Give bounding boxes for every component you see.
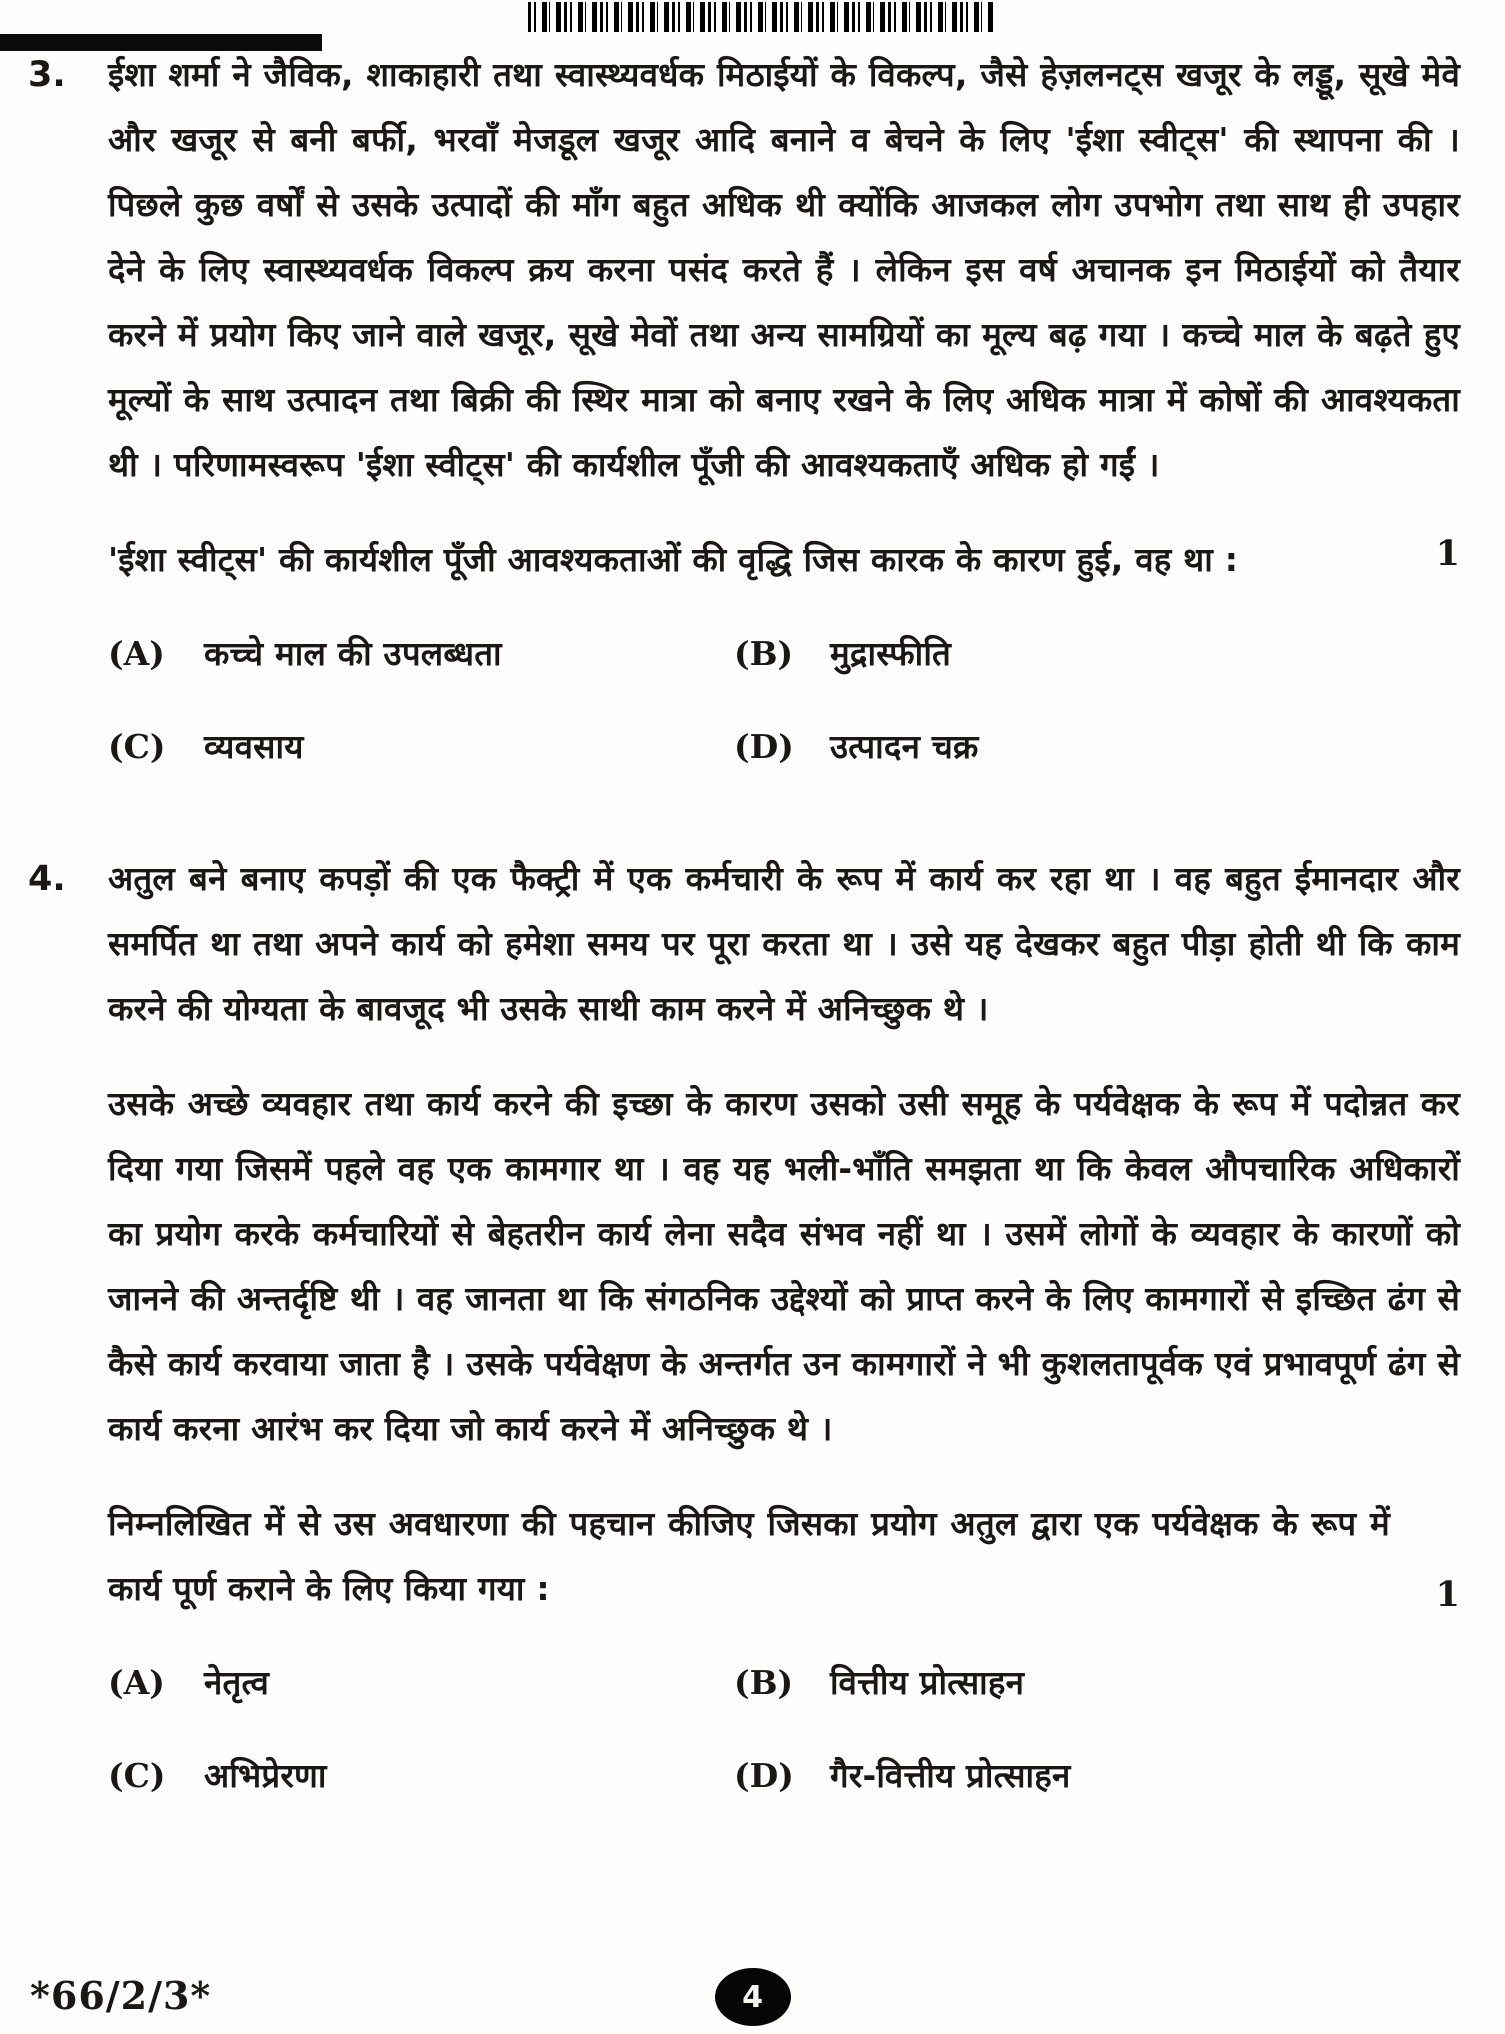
question-3-option-c	[108, 723, 734, 768]
option-text: उत्पादन चक्र	[830, 727, 979, 766]
option-text: कच्चे माल की उपलब्धता	[204, 634, 502, 673]
option-label: (B)	[734, 634, 794, 673]
question-4-stem-row	[108, 1491, 1460, 1621]
option-label: (A)	[108, 1663, 165, 1702]
question-3-option-d	[734, 723, 1460, 768]
question-3-number: 3.	[28, 55, 66, 95]
barcode	[528, 2, 993, 32]
option-label: (C)	[108, 1756, 166, 1795]
question-3	[26, 42, 1460, 768]
question-3-marks: 1	[1435, 533, 1460, 574]
question-4-body	[108, 846, 1460, 1797]
question-4-passage-2: उसके अच्छे व्यवहार तथा कार्य करने की इच्छा के कारण उसको उसी समूह के पर्यवेक्षक के रूप में पदोन्नत कर दिया गया जिसमें पहले वह एक कामगार था । वह यह भली-भाँति समझता था कि केवल औपचारिक अधिकारों का प्रयोग करके कर्मचारियों से बेहतरीन कार्य लेना सदैव संभव नहीं था । उसमें लोगों के व्यवहार के कारणों को जानने की अन्तर्दृष्टि थी । वह जानता था कि संगठनिक उद्देश्यों को प्राप्त करने के लिए कामगारों से इच्छित ढंग से कैसे कार्य करवाया जाता है । उसके पर्यवेक्षण के अन्तर्गत उन कामगारों ने भी कुशलतापूर्वक एवं प्रभावपूर्ण ढंग से कार्य करना आरंभ कर दिया जो कार्य करने में अनिच्छुक थे ।	[108, 1084, 1460, 1448]
option-label: (D)	[734, 727, 794, 766]
question-4-option-c	[108, 1752, 734, 1797]
option-text: वित्तीय प्रोत्साहन	[830, 1663, 1025, 1702]
question-3-options	[108, 630, 1460, 768]
question-4-option-b	[734, 1659, 1460, 1704]
question-3-stem-row	[108, 527, 1460, 592]
option-text: मुद्रास्फीति	[830, 634, 951, 673]
option-label: (C)	[108, 727, 166, 766]
question-4-marks: 1	[1435, 1574, 1460, 1615]
paper-code: *66/2/3*	[30, 1973, 212, 2018]
question-3-stem: 'ईशा स्वीट्स' की कार्यशील पूँजी आवश्यकताओं की वृद्धि जिस कारक के कारण हुई, वह था :	[108, 540, 1239, 579]
page-number: 4	[742, 1979, 763, 2015]
option-text: अभिप्रेरणा	[204, 1756, 327, 1795]
question-3-option-a	[108, 630, 734, 675]
question-4	[26, 846, 1460, 1797]
option-label: (B)	[734, 1663, 794, 1702]
option-text: गैर-वित्तीय प्रोत्साहन	[830, 1756, 1071, 1795]
question-4-stem: निम्नलिखित में से उस अवधारणा की पहचान कीजिए जिसका प्रयोग अतुल द्वारा एक पर्यवेक्षक के रूप में कार्य पूर्ण कराने के लिए किया गया :	[108, 1504, 1390, 1608]
question-4-option-a	[108, 1659, 734, 1704]
option-label: (D)	[734, 1756, 794, 1795]
question-4-options	[108, 1659, 1460, 1797]
question-4-number: 4.	[28, 859, 66, 899]
page-number-badge	[715, 1968, 791, 2026]
page-content	[0, 42, 1505, 1797]
question-3-option-b	[734, 630, 1460, 675]
question-3-passage: ईशा शर्मा ने जैविक, शाकाहारी तथा स्वास्थ्यवर्धक मिठाईयों के विकल्प, जैसे हेज़लनट्स खजूर के लड्डू, सूखे मेवे और खजूर से बनी बर्फी, भरवाँ मेजडूल खजूर आदि बनाने व बेचने के लिए 'ईशा स्वीट्स' की स्थापना की । पिछले कुछ वर्षों से उसके उत्पादों की माँग बहुत अधिक थी क्योंकि आजकल लोग उपभोग तथा साथ ही उपहार देने के लिए स्वास्थ्यवर्धक विकल्प क्रय करना पसंद करते हैं । लेकिन इस वर्ष अचानक इन मिठाईयों को तैयार करने में प्रयोग किए जाने वाले खजूर, सूखे मेवों तथा अन्य सामग्रियों का मूल्य बढ़ गया । कच्चे माल के बढ़ते हुए मूल्यों के साथ उत्पादन तथा बिक्री की स्थिर मात्रा को बनाए रखने के लिए अधिक मात्रा में कोषों की आवश्यकता थी । परिणामस्वरूप 'ईशा स्वीट्स' की कार्यशील पूँजी की आवश्यकताएँ अधिक हो गईं ।	[108, 55, 1460, 484]
option-text: नेतृत्व	[204, 1663, 270, 1702]
option-label: (A)	[108, 634, 165, 673]
question-4-option-d	[734, 1752, 1460, 1797]
question-4-passage-1: अतुल बने बनाए कपड़ों की एक फैक्ट्री में एक कर्मचारी के रूप में कार्य कर रहा था । वह बहुत ईमानदार और समर्पित था तथा अपने कार्य को हमेशा समय पर पूरा करता था । उसे यह देखकर बहुत पीड़ा होती थी कि काम करने की योग्यता के बावजूद भी उसके साथी काम करने में अनिच्छुक थे ।	[108, 859, 1460, 1028]
question-3-body	[108, 42, 1460, 768]
option-text: व्यवसाय	[204, 727, 304, 766]
